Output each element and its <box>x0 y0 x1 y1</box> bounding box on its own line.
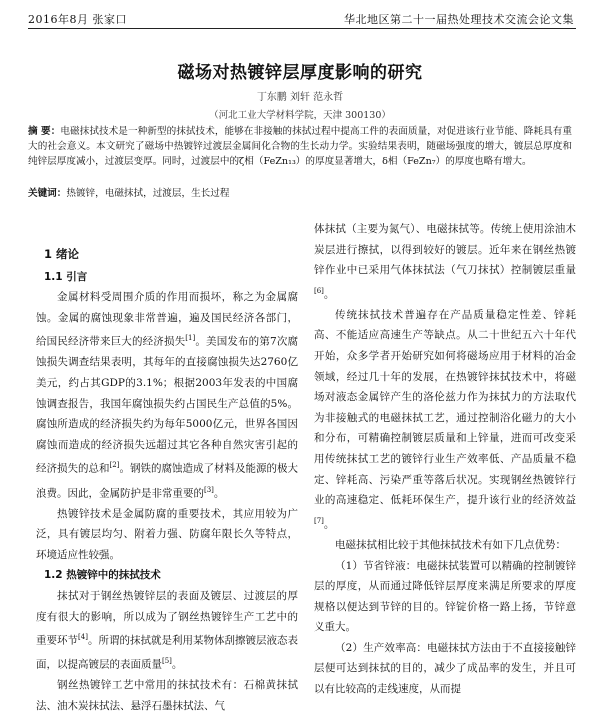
citation: [2] <box>109 461 120 470</box>
citation: [3] <box>204 485 214 494</box>
right-paragraph-5: （2）生产效率高：电磁抹拭方法由于不直接接触锌层便可达到抹拭的目的，减少了成品率的发生，并且可以有比较高的走线速度，从而提 <box>314 641 576 696</box>
right-column <box>314 219 576 700</box>
keywords <box>28 186 572 201</box>
keywords-label: 关键词： <box>28 188 67 199</box>
right-paragraph-4: （1）节省锌液：电磁抹拭装置可以精确的控制镀锌层的厚度，从而通过降低锌层厚度来满足所要求的厚度规格以便达到节锌的目的。锌锭价格一路上扬，节锌意义重大。 <box>314 559 576 634</box>
left-paragraph-4: 钢丝热镀锌工艺中常用的抹拭技术有：石棉黄抹拭法、油木炭抹拭法、悬浮石墨抹拭法、气 <box>36 679 298 712</box>
right-paragraph-3: 电磁抹拭相比较于其他抹拭技术有如下几点优势： <box>335 538 566 551</box>
left-column <box>36 244 298 717</box>
header-rule <box>28 28 576 29</box>
citation: [6] <box>314 286 324 295</box>
section-1-2-heading: 1.2 热镀锌中的抹拭技术 <box>44 569 161 582</box>
affiliation: （河北工业大学材料学院，天津 300130） <box>209 110 391 121</box>
left-paragraph-1: 金属材料受周围介质的作用而损坏，称之为金属腐蚀。金属的腐蚀现象非常普遍，遍及国民经济各部门，给国民经济带来巨大的经济损失[1]。美国发布的第7次腐蚀损失调查结果表明，其每年的直接腐蚀损失达2760亿美元，约占其GDP的3.1%；根据2003年发表的中国腐蚀调查报告，我国年腐蚀损失约占国民生产总值的5%。腐蚀所造成的经济损失约为每年5000亿元，世界各国因腐蚀而造成的经济损失远超过其它各种自然灾害引起的经济损失的总和[2]。钢铁的腐蚀造成了材料及能源的极大浪费。因此，金属防护是非常重要的[3]。 <box>36 291 299 500</box>
left-paragraph-3: 抹拭对于钢丝热镀锌层的表面及镀层、过渡层的厚度有很大的影响，所以成为了钢丝热镀锌生产工艺中的重要环节[4]。所谓的抹拭就是利用某物体刮擦镀层液态表面，以提高镀层的表面质量[5]。 <box>36 590 299 671</box>
citation: [4] <box>78 633 88 642</box>
running-header-right: 华北地区第二十一届热处理技术交流会论文集 <box>344 13 574 26</box>
citation: [7] <box>314 516 324 525</box>
right-paragraph-1: 体抹拭（主要为氮气）、电磁抹拭等。传统上使用涂油木炭层进行擦拭，以得到较好的镀层。近年来在钢丝热镀锌作业中已采用气体抹拭法（气刀抹拭）控制镀层重量[6]。 <box>314 223 576 301</box>
citation: [5] <box>162 657 172 666</box>
section-1-1-heading: 1.1 引言 <box>44 270 88 283</box>
section-1-heading: 1 绪论 <box>44 247 80 261</box>
abstract-label: 摘 要： <box>28 126 61 137</box>
abstract <box>28 124 572 169</box>
left-paragraph-2: 热镀锌技术是金属防腐的重要技术，其应用较为广泛，具有镀层均匀、附着力强、防腐年限长久等特点，环境适应性较强。 <box>36 507 298 561</box>
paper-title: 磁场对热镀锌层厚度影响的研究 <box>177 63 423 83</box>
right-paragraph-2: 传统抹拭技术普遍存在产品质量稳定性差、锌耗高、不能适应高速生产等缺点。从二十世纪五六十年代开始，众多学者开始研究如何将磁场应用于材料的冶金领域，经过几十年的发展，在热镀锌抹拭技术中，将磁场对液态金属锌产生的洛伦兹力作为抹拭力的方法取代为非接触式的电磁抹拭工艺，通过控制浴化磁力的大小和分布，可精确控制镀层质量和上锌量，进而可改变采用传统抹拭工艺的镀锌行业生产效率低、产品质量不稳定、锌耗高、污染严重等落后状况。实现钢丝热镀锌行业的高速稳定、低耗环保生产，提升该行业的经济效益[7]。 <box>314 308 576 531</box>
citation: [1] <box>185 334 196 343</box>
running-header-left: 2016年8月 张家口 <box>28 13 127 26</box>
abstract-text: 电磁抹拭技术是一种新型的抹拭技术，能够在非接触的抹拭过程中提高工件的表面质量，对促进该行业节能、降耗具有重大的社会意义。本文研究了磁场中热镀锌过渡层金属间化合物的生长动力学。实验结果表明，随磁场强度的增大，镀层总厚度和纯锌层厚度减小，过渡层变厚。同时，过渡层中的ζ相（FeZn₁₃）的厚度显著增大，δ相（FeZn₇）的厚度也略有增大。 <box>28 126 573 167</box>
authors: 丁东鹏 刘轩 范永哲 <box>256 92 344 103</box>
keywords-text: 热镀锌，电磁抹拭，过渡层，生长过程 <box>66 188 230 199</box>
